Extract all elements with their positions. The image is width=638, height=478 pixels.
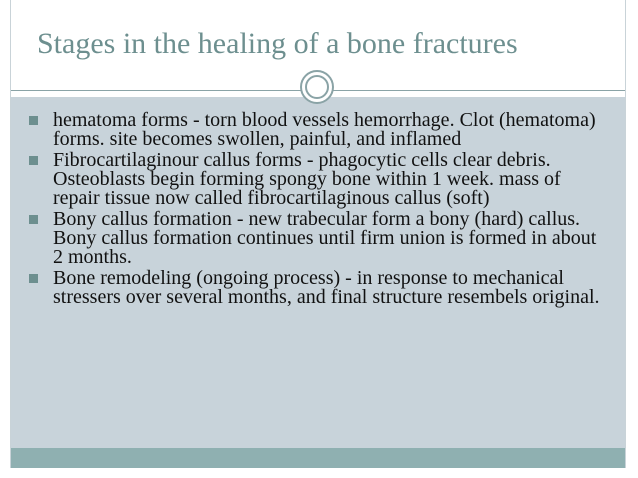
bullet-text: Bone remodeling (ongoing process) - in response to mechanical stressers over several months, and final structure resembels original. [53,267,600,308]
square-bullet-icon [29,215,38,224]
list-item [29,210,609,267]
bullet-list [29,111,609,309]
slide-title: Stages in the healing of a bone fractures [37,27,518,60]
square-bullet-icon [29,156,38,165]
list-item [29,151,609,208]
bullet-text: Fibrocartilaginour callus forms - phagocytic cells clear debris. Osteoblasts begin forming spongy bone within 1 week. mass of repair tissue now called fibrocartilaginous callus (soft) [53,149,561,209]
square-bullet-icon [29,116,38,125]
inner-circle [305,75,329,99]
footer-bar [11,448,625,468]
content-area [11,97,625,448]
square-bullet-icon [29,274,38,283]
bullet-text: hematoma forms - torn blood vessels hemorrhage. Clot (hematoma) forms. site becomes swollen, painful, and inflamed [53,109,596,150]
list-item [29,269,609,307]
bullet-text: Bony callus formation - new trabecular form a bony (hard) callus. Bony callus formation continues until firm union is formed in about 2 months. [53,208,597,268]
list-item [29,111,609,149]
double-circle-ornament-icon [300,70,334,104]
